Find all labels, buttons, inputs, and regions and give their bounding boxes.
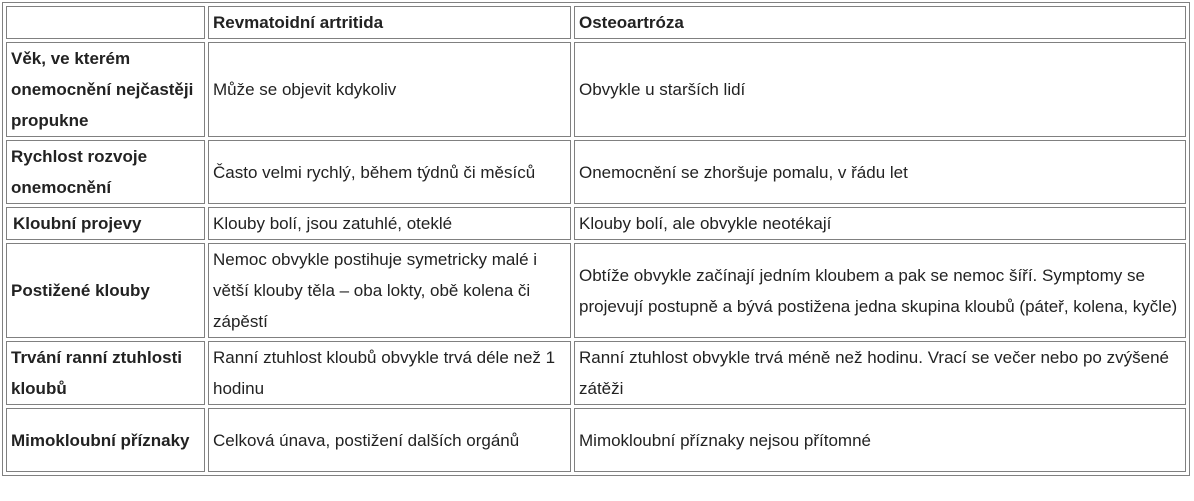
table-row (6, 140, 1186, 204)
cell-osteoarthritis: Klouby bolí, ale obvykle neotékají (574, 207, 1186, 240)
cell-rheumatoid-arthritis: Často velmi rychlý, během týdnů či měsíců (208, 140, 571, 204)
cell-osteoarthritis: Obvykle u starších lidí (574, 42, 1186, 137)
cell-rheumatoid-arthritis: Celková únava, postižení dalších orgánů (208, 408, 571, 472)
row-label-affected-joints: Postižené klouby (6, 243, 205, 338)
table-row (6, 42, 1186, 137)
cell-rheumatoid-arthritis: Klouby bolí, jsou zatuhlé, oteklé (208, 207, 571, 240)
table-row (6, 408, 1186, 472)
row-label-joint-symptoms: Kloubní projevy (6, 207, 205, 240)
table-row (6, 207, 1186, 240)
header-cell-empty (6, 6, 205, 39)
row-label-onset-age: Věk, ve kterém onemocnění nejčastěji propukne (6, 42, 205, 137)
header-row (6, 6, 1186, 39)
header-cell-rheumatoid-arthritis: Revmatoidní artritida (208, 6, 571, 39)
cell-osteoarthritis: Obtíže obvykle začínají jedním kloubem a pak se nemoc šíří. Symptomy se projevují postupně a bývá postižena jedna skupina kloubů (páteř, kolena, kyčle) (574, 243, 1186, 338)
row-label-morning-stiffness: Trvání ranní ztuhlosti kloubů (6, 341, 205, 405)
row-label-progression-speed: Rychlost rozvoje onemocnění (6, 140, 205, 204)
cell-osteoarthritis: Mimokloubní příznaky nejsou přítomné (574, 408, 1186, 472)
comparison-table (2, 2, 1190, 476)
cell-rheumatoid-arthritis: Nemoc obvykle postihuje symetricky malé i větší klouby těla – oba lokty, obě kolena či zápěstí (208, 243, 571, 338)
cell-osteoarthritis: Ranní ztuhlost obvykle trvá méně než hodinu. Vrací se večer nebo po zvýšené zátěži (574, 341, 1186, 405)
header-cell-osteoarthritis: Osteoartróza (574, 6, 1186, 39)
table-row (6, 341, 1186, 405)
cell-rheumatoid-arthritis: Může se objevit kdykoliv (208, 42, 571, 137)
cell-rheumatoid-arthritis: Ranní ztuhlost kloubů obvykle trvá déle než 1 hodinu (208, 341, 571, 405)
cell-osteoarthritis: Onemocnění se zhoršuje pomalu, v řádu let (574, 140, 1186, 204)
row-label-extra-articular-symptoms: Mimokloubní příznaky (6, 408, 205, 472)
table-row (6, 243, 1186, 338)
